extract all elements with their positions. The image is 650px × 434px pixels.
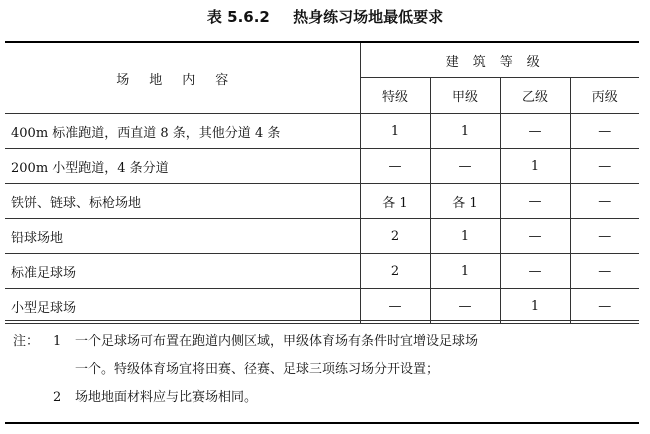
cell-value: 2 <box>360 254 430 289</box>
note-2-number: 2 <box>53 390 62 405</box>
col-header-site-content: 场地内容 <box>5 43 360 114</box>
requirements-table <box>5 43 639 324</box>
note-1-number: 1 <box>53 334 62 349</box>
cell-value: — <box>570 184 639 219</box>
note-2-line-1: 场地地面材料应与比赛场相同。 <box>75 390 258 405</box>
cell-value: — <box>430 149 500 184</box>
notes-label: 注： <box>13 334 40 349</box>
cell-value: 1 <box>500 149 570 184</box>
cell-value: — <box>570 114 639 149</box>
cell-value: 1 <box>360 114 430 149</box>
cell-value: 各 1 <box>360 184 430 219</box>
header-row <box>5 43 639 78</box>
cell-value: 1 <box>500 289 570 324</box>
row-label: 铁饼、链球、标枪场地 <box>5 184 360 219</box>
table-row <box>5 114 639 149</box>
row-label: 400m 标准跑道，西直道 8 条，其他分道 4 条 <box>5 114 360 149</box>
cell-value: — <box>430 289 500 324</box>
grade-header-special: 特级 <box>360 78 430 114</box>
row-label: 标准足球场 <box>5 254 360 289</box>
cell-value: — <box>360 289 430 324</box>
cell-value: 2 <box>360 219 430 254</box>
row-label: 200m 小型跑道，4 条分道 <box>5 149 360 184</box>
row-label: 铅球场地 <box>5 219 360 254</box>
cell-value: — <box>500 114 570 149</box>
table-row <box>5 254 639 289</box>
grade-header-a: 甲级 <box>430 78 500 114</box>
cell-value: 1 <box>430 114 500 149</box>
notes-section <box>5 320 639 422</box>
cell-value: 1 <box>430 219 500 254</box>
grade-header-c: 丙级 <box>570 78 639 114</box>
cell-value: 各 1 <box>430 184 500 219</box>
col-header-building-grade: 建筑等级 <box>360 43 639 78</box>
grade-header-b: 乙级 <box>500 78 570 114</box>
cell-value: — <box>500 219 570 254</box>
table-number: 表 5.6.2 <box>206 8 270 26</box>
cell-value: — <box>360 149 430 184</box>
note-1-line-1: 一个足球场可布置在跑道内侧区域，甲级体育场有条件时宜增设足球场 <box>75 334 479 349</box>
table-row <box>5 219 639 254</box>
cell-value: — <box>570 219 639 254</box>
cell-value: 1 <box>430 254 500 289</box>
cell-value: — <box>500 184 570 219</box>
cell-value: — <box>500 254 570 289</box>
table-row <box>5 184 639 219</box>
table-row <box>5 149 639 184</box>
table-row <box>5 289 639 324</box>
row-label: 小型足球场 <box>5 289 360 324</box>
table-title-text: 热身练习场地最低要求 <box>293 8 444 26</box>
cell-value: — <box>570 289 639 324</box>
table-title <box>0 6 650 27</box>
note-1-line-2: 一个。特级体育场宜将田赛、径赛、足球三项练习场分开设置； <box>75 362 440 377</box>
cell-value: — <box>570 149 639 184</box>
cell-value: — <box>570 254 639 289</box>
